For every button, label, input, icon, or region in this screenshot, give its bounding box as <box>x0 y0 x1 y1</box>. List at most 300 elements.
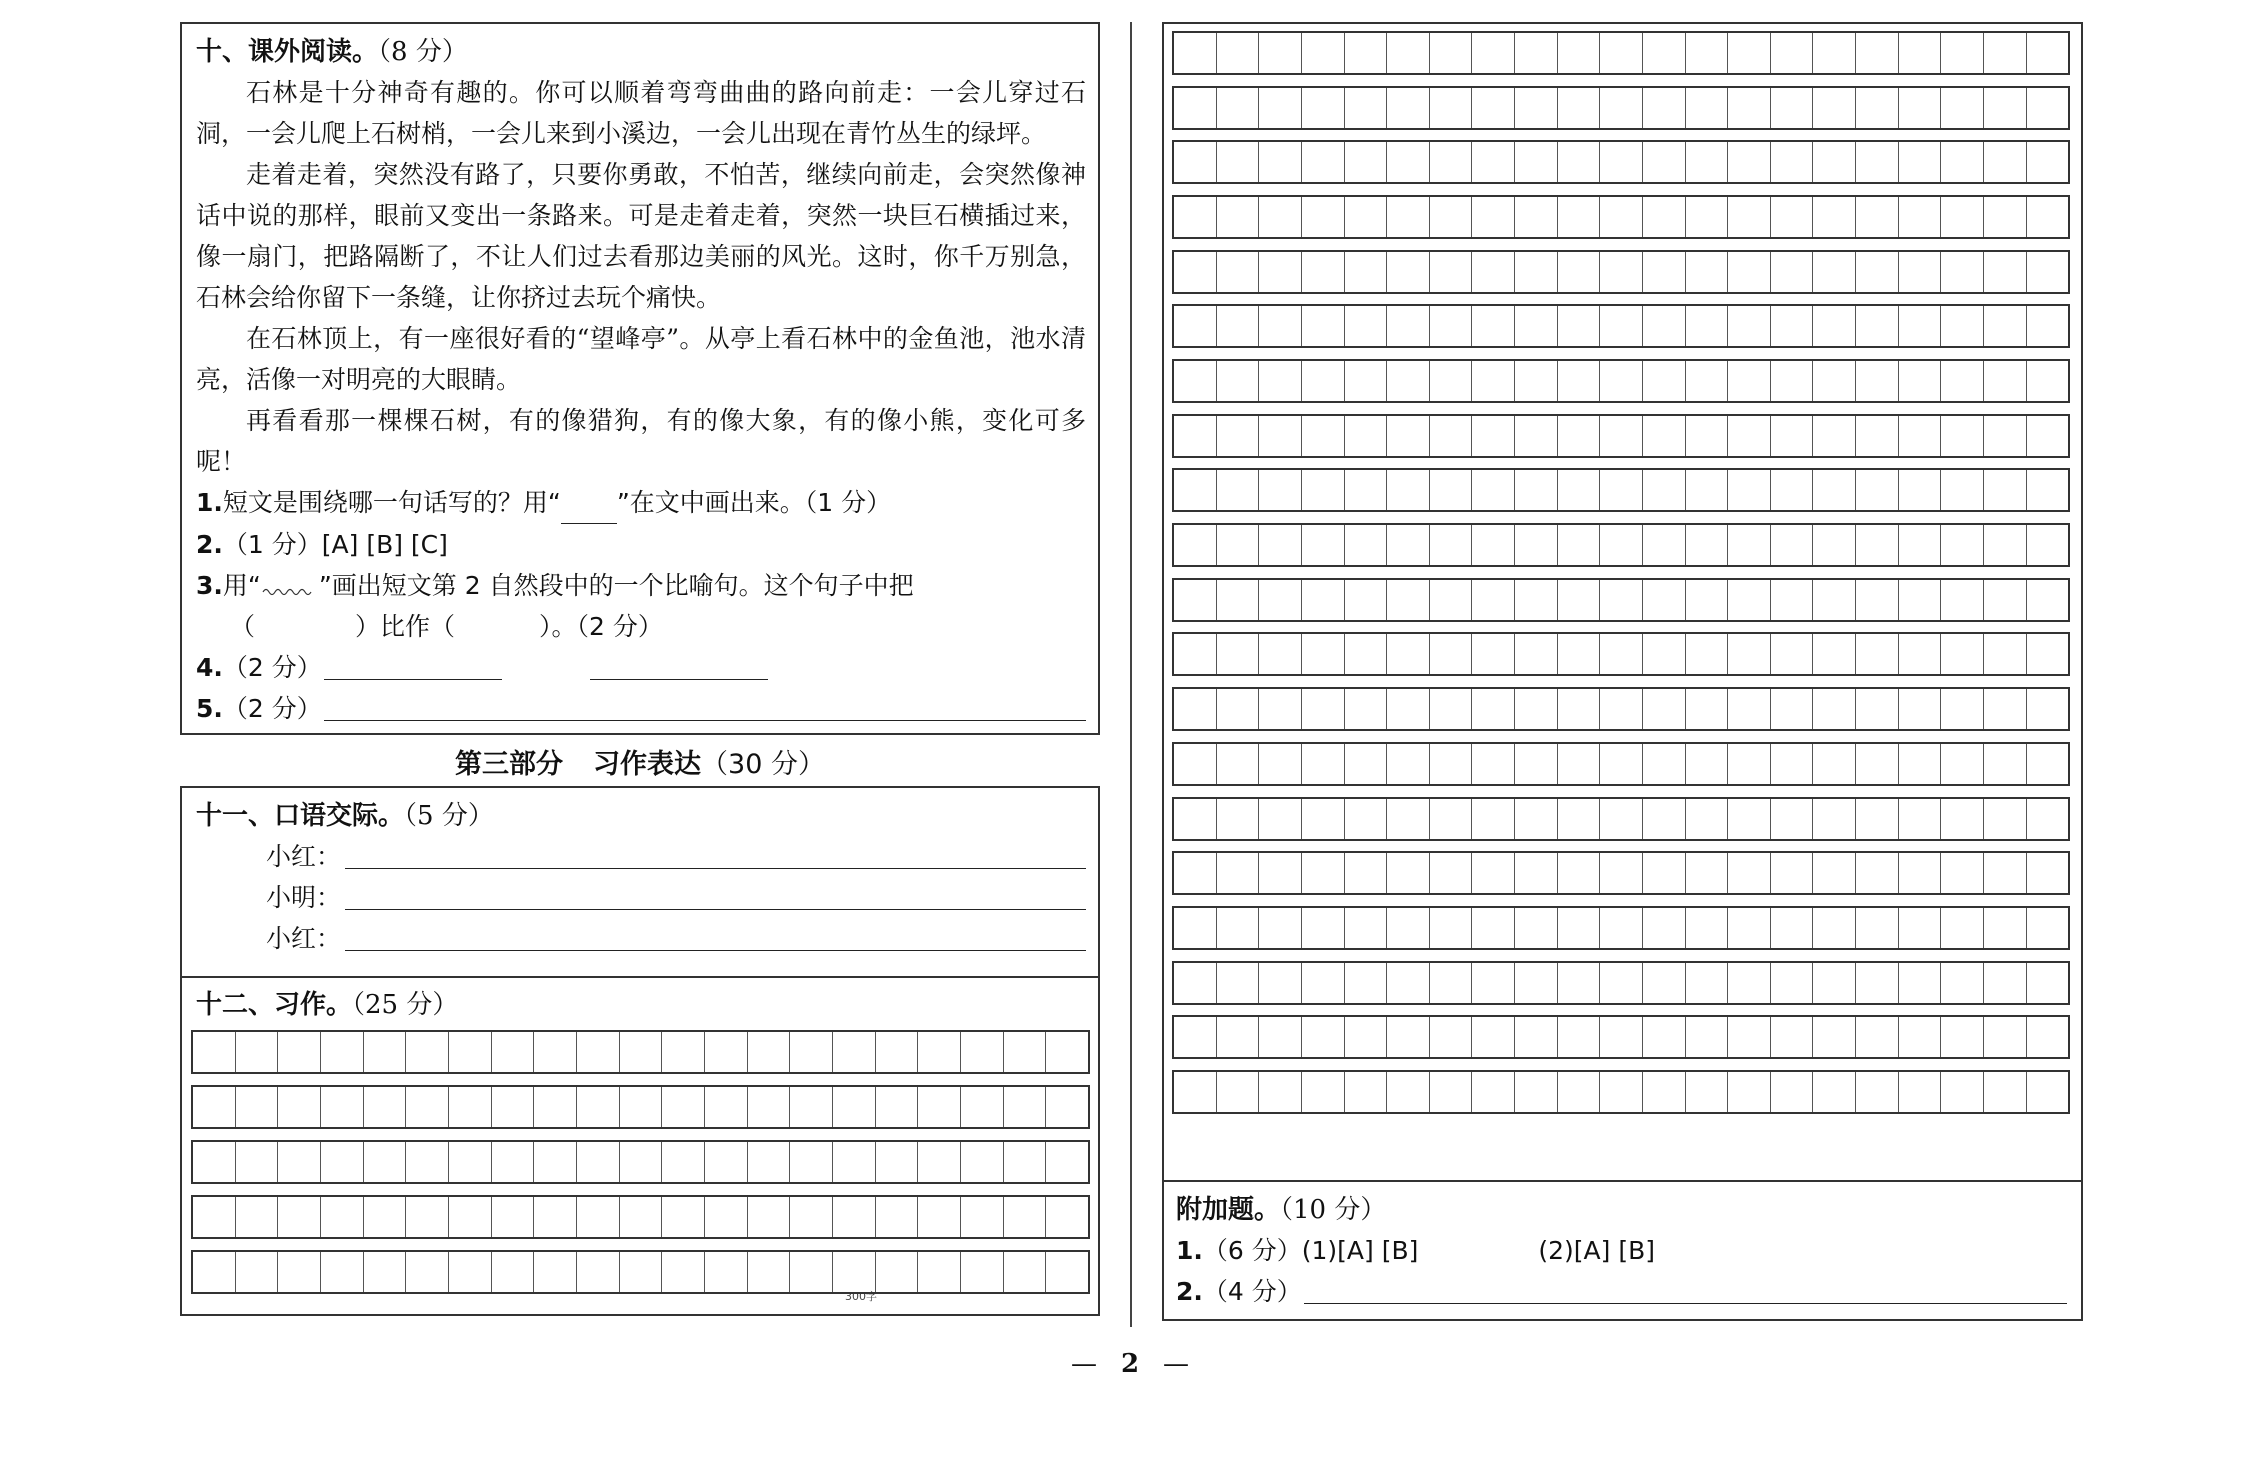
grid-cell[interactable] <box>833 1087 876 1127</box>
grid-cell[interactable] <box>1345 197 1388 237</box>
grid-cell[interactable] <box>1686 908 1729 948</box>
grid-cell[interactable] <box>1856 963 1899 1003</box>
grid-cell[interactable] <box>1941 306 1984 346</box>
grid-cell[interactable] <box>1686 416 1729 456</box>
grid-cell[interactable] <box>1728 689 1771 729</box>
grid-cell[interactable] <box>1771 1017 1814 1057</box>
grid-cell[interactable] <box>1217 963 1260 1003</box>
grid-cell[interactable] <box>2027 1017 2069 1057</box>
grid-cell[interactable] <box>1472 689 1515 729</box>
grid-cell[interactable] <box>790 1252 833 1292</box>
grid-row[interactable] <box>1172 632 2070 676</box>
grid-cell[interactable] <box>406 1032 449 1072</box>
grid-cell[interactable] <box>1558 252 1601 292</box>
grid-cell[interactable] <box>1899 88 1942 128</box>
grid-cell[interactable] <box>1515 1072 1558 1112</box>
grid-cell[interactable] <box>1771 197 1814 237</box>
grid-row[interactable] <box>1172 578 2070 622</box>
grid-cell[interactable] <box>1004 1197 1047 1237</box>
grid-cell[interactable] <box>1558 799 1601 839</box>
grid-cell[interactable] <box>1174 33 1217 73</box>
grid-cell[interactable] <box>236 1197 279 1237</box>
grid-cell[interactable] <box>1856 88 1899 128</box>
grid-cell[interactable] <box>1302 963 1345 1003</box>
grid-cell[interactable] <box>1515 525 1558 565</box>
grid-row[interactable] <box>1172 687 2070 731</box>
grid-cell[interactable] <box>1430 306 1473 346</box>
grid-cell[interactable] <box>1600 252 1643 292</box>
grid-cell[interactable] <box>1387 525 1430 565</box>
grid-cell[interactable] <box>1302 525 1345 565</box>
grid-cell[interactable] <box>1345 416 1388 456</box>
grid-cell[interactable] <box>1430 1072 1473 1112</box>
grid-cell[interactable] <box>1813 1072 1856 1112</box>
grid-cell[interactable] <box>1302 634 1345 674</box>
grid-cell[interactable] <box>1515 306 1558 346</box>
grid-cell[interactable] <box>1813 1017 1856 1057</box>
grid-cell[interactable] <box>1217 416 1260 456</box>
grid-row[interactable] <box>1172 86 2070 130</box>
grid-cell[interactable] <box>1643 142 1686 182</box>
grid-cell[interactable] <box>1302 799 1345 839</box>
grid-cell[interactable] <box>1856 908 1899 948</box>
grid-cell[interactable] <box>1430 525 1473 565</box>
grid-cell[interactable] <box>1174 689 1217 729</box>
grid-cell[interactable] <box>1771 799 1814 839</box>
grid-cell[interactable] <box>1728 416 1771 456</box>
grid-cell[interactable] <box>1771 1072 1814 1112</box>
grid-cell[interactable] <box>1941 634 1984 674</box>
grid-cell[interactable] <box>1430 361 1473 401</box>
grid-cell[interactable] <box>1984 33 2027 73</box>
grid-cell[interactable] <box>1728 361 1771 401</box>
grid-cell[interactable] <box>1899 470 1942 510</box>
grid-cell[interactable] <box>1430 580 1473 620</box>
grid-cell[interactable] <box>662 1032 705 1072</box>
grid-cell[interactable] <box>364 1087 407 1127</box>
grid-cell[interactable] <box>1302 361 1345 401</box>
grid-cell[interactable] <box>1771 963 1814 1003</box>
grid-cell[interactable] <box>1941 361 1984 401</box>
grid-cell[interactable] <box>1941 197 1984 237</box>
grid-cell[interactable] <box>1174 525 1217 565</box>
grid-cell[interactable] <box>406 1087 449 1127</box>
grid-cell[interactable] <box>1899 525 1942 565</box>
grid-cell[interactable] <box>1984 744 2027 784</box>
grid-cell[interactable] <box>1984 689 2027 729</box>
grid-cell[interactable] <box>1217 853 1260 893</box>
grid-cell[interactable] <box>1856 33 1899 73</box>
grid-cell[interactable] <box>1941 744 1984 784</box>
grid-cell[interactable] <box>1728 525 1771 565</box>
grid-cell[interactable] <box>790 1142 833 1182</box>
grid-cell[interactable] <box>1259 580 1302 620</box>
grid-cell[interactable] <box>2027 252 2069 292</box>
grid-cell[interactable] <box>1430 689 1473 729</box>
grid-cell[interactable] <box>1856 744 1899 784</box>
grid-cell[interactable] <box>1387 1072 1430 1112</box>
grid-row[interactable] <box>1172 304 2070 348</box>
grid-cell[interactable] <box>1430 197 1473 237</box>
grid-cell[interactable] <box>1941 853 1984 893</box>
grid-cell[interactable] <box>1430 88 1473 128</box>
grid-cell[interactable] <box>236 1252 279 1292</box>
grid-cell[interactable] <box>1345 853 1388 893</box>
grid-cell[interactable] <box>1217 525 1260 565</box>
grid-cell[interactable] <box>1686 306 1729 346</box>
grid-row[interactable] <box>191 1250 1090 1294</box>
grid-cell[interactable] <box>2027 88 2069 128</box>
grid-cell[interactable] <box>1813 197 1856 237</box>
grid-cell[interactable] <box>1771 908 1814 948</box>
grid-cell[interactable] <box>1899 252 1942 292</box>
grid-cell[interactable] <box>2027 470 2069 510</box>
grid-cell[interactable] <box>1259 306 1302 346</box>
grid-cell[interactable] <box>1430 963 1473 1003</box>
grid-cell[interactable] <box>1813 744 1856 784</box>
grid-cell[interactable] <box>1813 799 1856 839</box>
grid-cell[interactable] <box>1600 525 1643 565</box>
grid-cell[interactable] <box>321 1197 364 1237</box>
grid-cell[interactable] <box>1771 306 1814 346</box>
grid-cell[interactable] <box>1302 689 1345 729</box>
grid-cell[interactable] <box>1345 744 1388 784</box>
grid-cell[interactable] <box>449 1197 492 1237</box>
grid-cell[interactable] <box>236 1142 279 1182</box>
grid-cell[interactable] <box>1472 416 1515 456</box>
grid-cell[interactable] <box>1771 88 1814 128</box>
grid-cell[interactable] <box>534 1197 577 1237</box>
grid-cell[interactable] <box>1345 470 1388 510</box>
grid-cell[interactable] <box>748 1032 791 1072</box>
grid-cell[interactable] <box>1472 33 1515 73</box>
grid-cell[interactable] <box>833 1142 876 1182</box>
grid-cell[interactable] <box>1174 306 1217 346</box>
grid-cell[interactable] <box>1515 908 1558 948</box>
grid-cell[interactable] <box>1174 963 1217 1003</box>
grid-cell[interactable] <box>1387 908 1430 948</box>
grid-cell[interactable] <box>1387 853 1430 893</box>
grid-cell[interactable] <box>1728 252 1771 292</box>
grid-cell[interactable] <box>1345 634 1388 674</box>
grid-cell[interactable] <box>1259 361 1302 401</box>
grid-cell[interactable] <box>492 1142 535 1182</box>
grid-cell[interactable] <box>961 1142 1004 1182</box>
grid-row[interactable] <box>1172 31 2070 75</box>
grid-cell[interactable] <box>748 1252 791 1292</box>
grid-cell[interactable] <box>1600 33 1643 73</box>
grid-cell[interactable] <box>1558 88 1601 128</box>
grid-cell[interactable] <box>1174 1072 1217 1112</box>
grid-cell[interactable] <box>1686 853 1729 893</box>
grid-cell[interactable] <box>577 1142 620 1182</box>
grid-cell[interactable] <box>1387 306 1430 346</box>
grid-row[interactable] <box>1172 359 2070 403</box>
grid-cell[interactable] <box>1813 252 1856 292</box>
grid-cell[interactable] <box>1217 1017 1260 1057</box>
grid-cell[interactable] <box>1345 689 1388 729</box>
dialogue-line-1[interactable]: 小红： <box>266 836 1086 877</box>
grid-cell[interactable] <box>1302 744 1345 784</box>
grid-cell[interactable] <box>1643 361 1686 401</box>
grid-cell[interactable] <box>1515 88 1558 128</box>
grid-cell[interactable] <box>876 1197 919 1237</box>
grid-cell[interactable] <box>1728 142 1771 182</box>
grid-cell[interactable] <box>1259 88 1302 128</box>
grid-cell[interactable] <box>2027 142 2069 182</box>
grid-cell[interactable] <box>1558 361 1601 401</box>
grid-cell[interactable] <box>1813 634 1856 674</box>
grid-cell[interactable] <box>1174 853 1217 893</box>
grid-cell[interactable] <box>577 1197 620 1237</box>
grid-cell[interactable] <box>1004 1032 1047 1072</box>
grid-cell[interactable] <box>876 1142 919 1182</box>
grid-cell[interactable] <box>1600 744 1643 784</box>
grid-cell[interactable] <box>1643 799 1686 839</box>
grid-cell[interactable] <box>1686 88 1729 128</box>
grid-cell[interactable] <box>1472 361 1515 401</box>
grid-cell[interactable] <box>1302 197 1345 237</box>
grid-cell[interactable] <box>1387 963 1430 1003</box>
grid-cell[interactable] <box>1174 634 1217 674</box>
grid-cell[interactable] <box>1600 1017 1643 1057</box>
grid-cell[interactable] <box>492 1197 535 1237</box>
grid-cell[interactable] <box>1302 1072 1345 1112</box>
grid-cell[interactable] <box>1771 580 1814 620</box>
grid-cell[interactable] <box>577 1087 620 1127</box>
answer-line-bonus-2[interactable] <box>1304 1303 2067 1304</box>
grid-cell[interactable] <box>790 1197 833 1237</box>
grid-cell[interactable] <box>705 1142 748 1182</box>
grid-cell[interactable] <box>1430 470 1473 510</box>
grid-cell[interactable] <box>876 1252 919 1292</box>
grid-cell[interactable] <box>1259 416 1302 456</box>
grid-row[interactable] <box>1172 195 2070 239</box>
grid-cell[interactable] <box>918 1142 961 1182</box>
grid-cell[interactable] <box>1686 744 1729 784</box>
grid-cell[interactable] <box>1259 744 1302 784</box>
grid-cell[interactable] <box>1387 470 1430 510</box>
grid-cell[interactable] <box>2027 416 2069 456</box>
grid-cell[interactable] <box>1558 1017 1601 1057</box>
grid-cell[interactable] <box>449 1087 492 1127</box>
grid-cell[interactable] <box>1600 306 1643 346</box>
grid-cell[interactable] <box>278 1197 321 1237</box>
grid-cell[interactable] <box>1643 306 1686 346</box>
grid-cell[interactable] <box>1643 416 1686 456</box>
grid-cell[interactable] <box>577 1032 620 1072</box>
grid-cell[interactable] <box>2027 744 2069 784</box>
grid-cell[interactable] <box>321 1252 364 1292</box>
grid-cell[interactable] <box>1856 142 1899 182</box>
grid-cell[interactable] <box>1984 142 2027 182</box>
grid-cell[interactable] <box>1984 963 2027 1003</box>
grid-cell[interactable] <box>1643 908 1686 948</box>
grid-cell[interactable] <box>1217 1072 1260 1112</box>
question-3-blanks[interactable]: （ ）比作（ ）。（2 分） <box>230 612 663 641</box>
grid-cell[interactable] <box>1259 470 1302 510</box>
grid-cell[interactable] <box>1259 799 1302 839</box>
grid-cell[interactable] <box>236 1087 279 1127</box>
grid-cell[interactable] <box>534 1087 577 1127</box>
grid-cell[interactable] <box>364 1032 407 1072</box>
grid-cell[interactable] <box>1387 799 1430 839</box>
grid-cell[interactable] <box>406 1252 449 1292</box>
grid-cell[interactable] <box>705 1252 748 1292</box>
grid-cell[interactable] <box>1217 744 1260 784</box>
grid-cell[interactable] <box>1217 634 1260 674</box>
grid-row[interactable] <box>191 1030 1090 1074</box>
grid-cell[interactable] <box>1643 689 1686 729</box>
grid-cell[interactable] <box>1217 470 1260 510</box>
grid-cell[interactable] <box>705 1032 748 1072</box>
grid-cell[interactable] <box>1558 1072 1601 1112</box>
grid-cell[interactable] <box>1472 963 1515 1003</box>
grid-cell[interactable] <box>1856 853 1899 893</box>
grid-cell[interactable] <box>1472 1017 1515 1057</box>
grid-cell[interactable] <box>1345 142 1388 182</box>
grid-cell[interactable] <box>1387 689 1430 729</box>
grid-cell[interactable] <box>1856 580 1899 620</box>
grid-cell[interactable] <box>1558 33 1601 73</box>
grid-cell[interactable] <box>492 1087 535 1127</box>
grid-cell[interactable] <box>1771 361 1814 401</box>
grid-cell[interactable] <box>1941 1017 1984 1057</box>
grid-cell[interactable] <box>1728 1072 1771 1112</box>
grid-cell[interactable] <box>1984 908 2027 948</box>
grid-cell[interactable] <box>1515 744 1558 784</box>
grid-cell[interactable] <box>1387 33 1430 73</box>
grid-cell[interactable] <box>620 1197 663 1237</box>
grid-cell[interactable] <box>2027 689 2069 729</box>
grid-cell[interactable] <box>321 1142 364 1182</box>
grid-cell[interactable] <box>1387 1017 1430 1057</box>
grid-cell[interactable] <box>1345 1072 1388 1112</box>
grid-cell[interactable] <box>2027 306 2069 346</box>
grid-row[interactable] <box>1172 1015 2070 1059</box>
grid-cell[interactable] <box>2027 33 2069 73</box>
grid-cell[interactable] <box>1984 306 2027 346</box>
grid-cell[interactable] <box>1728 908 1771 948</box>
grid-cell[interactable] <box>1387 634 1430 674</box>
grid-cell[interactable] <box>1643 580 1686 620</box>
grid-cell[interactable] <box>1728 634 1771 674</box>
grid-cell[interactable] <box>278 1032 321 1072</box>
grid-cell[interactable] <box>1345 908 1388 948</box>
grid-row[interactable] <box>1172 851 2070 895</box>
grid-cell[interactable] <box>1686 1072 1729 1112</box>
grid-cell[interactable] <box>1899 1017 1942 1057</box>
grid-cell[interactable] <box>278 1087 321 1127</box>
grid-row[interactable] <box>191 1195 1090 1239</box>
grid-cell[interactable] <box>1643 853 1686 893</box>
grid-cell[interactable] <box>1686 33 1729 73</box>
grid-cell[interactable] <box>1259 634 1302 674</box>
grid-cell[interactable] <box>278 1252 321 1292</box>
grid-row[interactable] <box>1172 414 2070 458</box>
grid-cell[interactable] <box>1259 142 1302 182</box>
grid-cell[interactable] <box>449 1252 492 1292</box>
grid-cell[interactable] <box>705 1087 748 1127</box>
grid-cell[interactable] <box>1345 252 1388 292</box>
grid-cell[interactable] <box>1302 33 1345 73</box>
grid-cell[interactable] <box>2027 853 2069 893</box>
grid-cell[interactable] <box>1771 744 1814 784</box>
grid-cell[interactable] <box>1600 634 1643 674</box>
grid-cell[interactable] <box>1472 470 1515 510</box>
grid-cell[interactable] <box>1174 799 1217 839</box>
grid-cell[interactable] <box>1941 142 1984 182</box>
grid-cell[interactable] <box>1217 361 1260 401</box>
grid-cell[interactable] <box>1686 252 1729 292</box>
grid-cell[interactable] <box>1174 580 1217 620</box>
grid-cell[interactable] <box>1941 799 1984 839</box>
grid-cell[interactable] <box>1686 361 1729 401</box>
grid-cell[interactable] <box>364 1252 407 1292</box>
grid-cell[interactable] <box>1813 525 1856 565</box>
grid-cell[interactable] <box>1686 1017 1729 1057</box>
grid-cell[interactable] <box>1984 853 2027 893</box>
grid-cell[interactable] <box>1259 525 1302 565</box>
grid-cell[interactable] <box>748 1087 791 1127</box>
grid-cell[interactable] <box>1600 361 1643 401</box>
grid-cell[interactable] <box>1430 908 1473 948</box>
grid-cell[interactable] <box>662 1197 705 1237</box>
grid-cell[interactable] <box>1217 142 1260 182</box>
grid-cell[interactable] <box>1430 142 1473 182</box>
grid-cell[interactable] <box>1046 1032 1088 1072</box>
grid-cell[interactable] <box>1004 1142 1047 1182</box>
grid-cell[interactable] <box>1728 744 1771 784</box>
grid-cell[interactable] <box>1217 306 1260 346</box>
grid-cell[interactable] <box>1174 252 1217 292</box>
grid-cell[interactable] <box>1387 744 1430 784</box>
grid-cell[interactable] <box>1302 1017 1345 1057</box>
grid-cell[interactable] <box>1856 1017 1899 1057</box>
grid-cell[interactable] <box>1899 580 1942 620</box>
grid-cell[interactable] <box>1472 197 1515 237</box>
grid-cell[interactable] <box>1515 33 1558 73</box>
grid-cell[interactable] <box>406 1197 449 1237</box>
grid-cell[interactable] <box>1345 1017 1388 1057</box>
grid-cell[interactable] <box>1899 1072 1942 1112</box>
grid-cell[interactable] <box>748 1197 791 1237</box>
grid-cell[interactable] <box>1813 306 1856 346</box>
grid-cell[interactable] <box>1984 1072 2027 1112</box>
grid-cell[interactable] <box>961 1252 1004 1292</box>
grid-cell[interactable] <box>1728 33 1771 73</box>
grid-row[interactable] <box>1172 1070 2070 1114</box>
grid-cell[interactable] <box>918 1197 961 1237</box>
grid-cell[interactable] <box>1771 689 1814 729</box>
grid-cell[interactable] <box>1813 470 1856 510</box>
grid-cell[interactable] <box>748 1142 791 1182</box>
grid-cell[interactable] <box>1984 416 2027 456</box>
grid-cell[interactable] <box>1515 252 1558 292</box>
grid-cell[interactable] <box>2027 799 2069 839</box>
grid-cell[interactable] <box>1430 634 1473 674</box>
grid-cell[interactable] <box>1515 142 1558 182</box>
grid-cell[interactable] <box>1558 416 1601 456</box>
grid-cell[interactable] <box>1771 252 1814 292</box>
grid-cell[interactable] <box>1345 33 1388 73</box>
grid-cell[interactable] <box>1984 580 2027 620</box>
grid-cell[interactable] <box>1217 908 1260 948</box>
grid-cell[interactable] <box>1941 963 1984 1003</box>
grid-cell[interactable] <box>1643 634 1686 674</box>
grid-cell[interactable] <box>1558 853 1601 893</box>
grid-cell[interactable] <box>790 1087 833 1127</box>
